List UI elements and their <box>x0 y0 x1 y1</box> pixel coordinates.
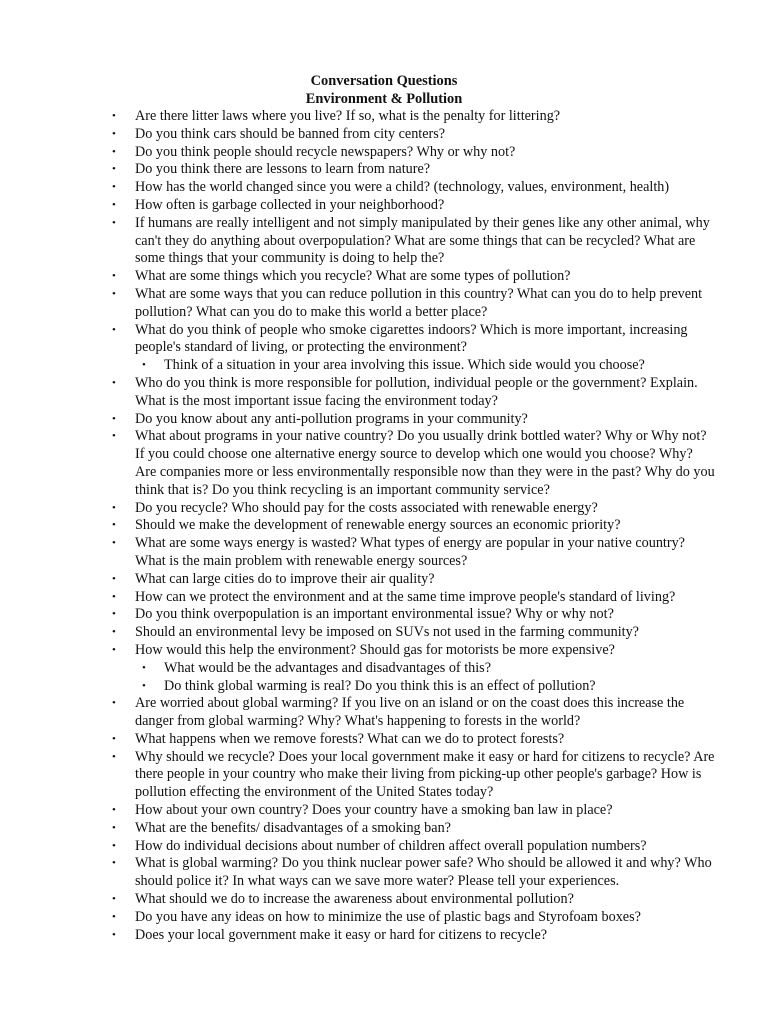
list-item <box>112 855 715 891</box>
bullet-icon: • <box>112 501 116 514</box>
list-item <box>112 517 715 535</box>
bullet-icon: • <box>112 608 116 621</box>
question-text: If humans are really intelligent and not simply manipulated by their genes like any other animal, why can't they do anything about overpopulation? What are some things that can be recycled? What are some things that your community is doing to help the? <box>135 214 710 267</box>
bullet-icon: • <box>112 323 116 336</box>
bullet-icon: • <box>112 181 116 194</box>
question-text: Who do you think is more responsible for pollution, individual people or the government? Explain. What is the most important issue facing the environment today? <box>135 374 698 409</box>
bullet-icon: • <box>112 270 116 283</box>
question-text: Do you think people should recycle newspapers? Why or why not? <box>135 143 516 160</box>
list-item <box>112 374 715 411</box>
question-text: What should we do to increase the awareness about environmental pollution? <box>135 891 574 908</box>
bullet-icon: • <box>112 910 116 923</box>
list-item <box>112 606 715 624</box>
document-page <box>0 72 768 944</box>
bullet-icon: • <box>112 572 116 585</box>
bullet-icon: • <box>112 750 116 763</box>
question-text: Do you recycle? Who should pay for the costs associated with renewable energy? <box>135 499 598 516</box>
question-text: What can large cities do to improve their air quality? <box>135 570 435 587</box>
question-text: How often is garbage collected in your neighborhood? <box>135 196 445 213</box>
question-text: What about programs in your native country? Do you usually drink bottled water? Why or Why not? If you could choose one alternative energy source to develop which one would you choose? Why? Are companies more or less environmentally responsible now than they were in the past? Why do you think that is? Do you think recycling is an important community service? <box>135 428 715 498</box>
question-text: How has the world changed since you were a child? (technology, values, environment, health) <box>135 179 670 196</box>
list-item <box>112 125 715 144</box>
question-text: Think of a situation in your area involving this issue. Which side would you choose? <box>164 357 645 374</box>
question-text: Do you think there are lessons to learn from nature? <box>135 161 431 178</box>
list-item <box>112 321 715 358</box>
question-text: What are some ways energy is wasted? What types of energy are popular in your native country? What is the main problem with renewable energy sources? <box>135 535 685 569</box>
list-item <box>112 196 715 215</box>
list-item <box>112 179 715 197</box>
question-text: What would be the advantages and disadvantages of this? <box>164 659 491 676</box>
bullet-icon: • <box>112 163 116 176</box>
bullet-icon: • <box>112 857 116 870</box>
bullet-icon: • <box>112 376 116 389</box>
bullet-icon: • <box>112 519 116 532</box>
question-text: What are some ways that you can reduce pollution in this country? What can you do to help prevent pollution? What can you do to make this world a better place? <box>135 285 703 320</box>
bullet-icon: • <box>112 110 116 122</box>
bullet-icon: • <box>112 198 116 211</box>
question-text: Do think global warming is real? Do you think this is an effect of pollution? <box>164 677 596 694</box>
bullet-icon: • <box>112 430 116 443</box>
list-item <box>112 641 715 660</box>
document-subtitle: Environment & Pollution <box>305 91 463 107</box>
bullet-icon: • <box>142 679 146 692</box>
list-item <box>112 143 715 162</box>
question-text: How would this help the environment? Should gas for motorists be more expensive? <box>135 641 615 658</box>
bullet-icon: • <box>112 590 116 603</box>
question-text: What are some things which you recycle? What are some types of pollution? <box>135 268 571 285</box>
question-text: How can we protect the environment and at the same time improve people's standard of living? <box>135 588 676 605</box>
list-item <box>112 588 715 607</box>
bullet-icon: • <box>112 216 116 229</box>
bullet-icon: • <box>112 537 116 550</box>
list-item <box>112 926 715 945</box>
sub-list-item <box>142 357 715 375</box>
document-title: Conversation Questions <box>310 73 458 89</box>
question-text: What do you think of people who smoke cigarettes indoors? Which is more important, increasing people's standard of living, or protecting the environment? <box>135 321 688 356</box>
question-text: How about your own country? Does your country have a smoking ban law in place? <box>135 802 613 819</box>
list-item <box>112 410 715 429</box>
list-item <box>112 624 715 642</box>
question-text: Are worried about global warming? If you live on an island or on the coast does this increase the danger from global warming? Why? What's happening to forests in the world? <box>135 695 685 730</box>
bullet-icon: • <box>142 661 146 674</box>
bullet-icon: • <box>112 145 116 158</box>
question-text: Do you have any ideas on how to minimize the use of plastic bags and Styrofoam boxes? <box>135 908 641 925</box>
list-item <box>112 268 715 286</box>
list-item <box>112 285 715 322</box>
list-item <box>112 535 715 571</box>
list-item <box>112 748 715 802</box>
list-item <box>112 837 715 856</box>
bullet-icon: • <box>112 732 116 745</box>
list-item <box>112 695 715 731</box>
list-item <box>112 802 715 820</box>
list-item <box>112 428 715 499</box>
bullet-icon: • <box>112 412 116 425</box>
question-text: Should an environmental levy be imposed on SUVs not used in the farming community? <box>135 624 639 641</box>
question-text: Should we make the development of renewable energy sources an economic priority? <box>135 517 621 534</box>
question-text: Do you know about any anti-pollution programs in your community? <box>135 410 528 427</box>
question-text: Do you think overpopulation is an important environmental issue? Why or why not? <box>135 606 614 623</box>
question-text: What happens when we remove forests? What can we do to protect forests? <box>135 730 565 747</box>
list-item <box>112 730 715 749</box>
sub-list-item <box>142 677 715 696</box>
list-item <box>112 214 715 268</box>
question-list <box>0 108 768 944</box>
question-text: Do you think cars should be banned from city centers? <box>135 125 446 142</box>
question-text: Are there litter laws where you live? If so, what is the penalty for littering? <box>135 108 561 124</box>
question-text: What is global warming? Do you think nuclear power safe? Who should be allowed it and why? Who should police it? In what ways can we save more water? Please tell your experiences. <box>135 855 712 890</box>
list-item <box>112 570 715 589</box>
list-item <box>112 499 715 518</box>
list-item <box>112 161 715 179</box>
bullet-icon: • <box>142 359 146 372</box>
bullet-icon: • <box>112 928 116 941</box>
bullet-icon: • <box>112 287 116 300</box>
bullet-icon: • <box>112 821 116 834</box>
bullet-icon: • <box>112 893 116 906</box>
question-text: Why should we recycle? Does your local government make it easy or hard for citizens to recycle? Are there people in your country who make their living from picking-up other people's garbage? How is pollution effecting the environment of the United States today? <box>135 748 715 801</box>
list-item <box>112 108 715 126</box>
question-text: What are the benefits/ disadvantages of a smoking ban? <box>135 819 451 836</box>
bullet-icon: • <box>112 804 116 817</box>
bullet-icon: • <box>112 626 116 639</box>
question-text: How do individual decisions about number of children affect overall population numbers? <box>135 837 647 854</box>
bullet-icon: • <box>112 697 116 710</box>
list-item <box>112 819 715 838</box>
question-text: Does your local government make it easy or hard for citizens to recycle? <box>135 926 548 943</box>
sub-list-item <box>142 659 715 678</box>
bullet-icon: • <box>112 839 116 852</box>
bullet-icon: • <box>112 127 116 140</box>
list-item <box>112 908 715 927</box>
bullet-icon: • <box>112 643 116 656</box>
list-item <box>112 891 715 909</box>
